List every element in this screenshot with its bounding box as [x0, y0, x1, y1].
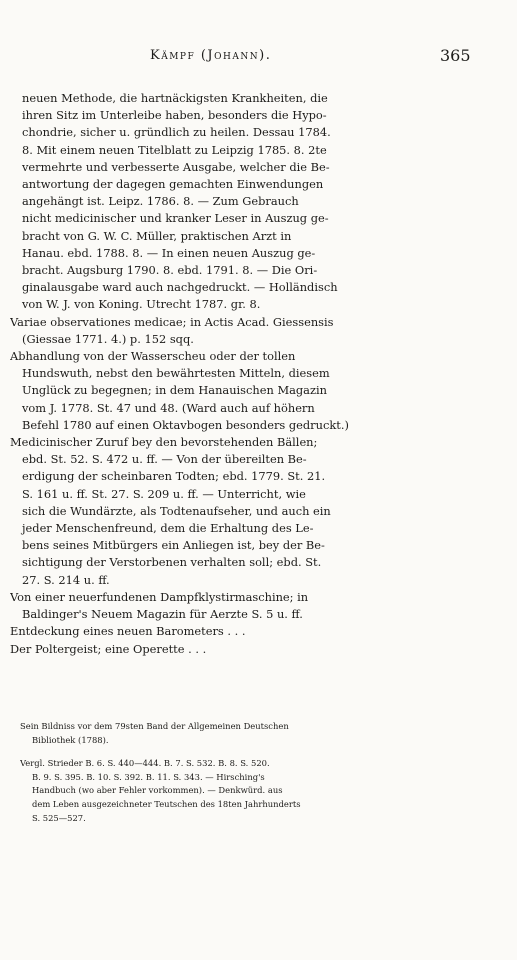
text-line: sich die Wundärzte, als Todtenaufseher, und auch ein	[22, 503, 331, 518]
text-line: Medicinischer Zuruf bey den bevorstehenden Bällen;	[10, 435, 318, 450]
note-line: B. 9. S. 395. B. 10. S. 392. B. 11. S. 343. — Hirsching's	[32, 771, 265, 782]
text-line: Entdeckung eines neuen Barometers . . .	[10, 624, 246, 639]
footnotes	[20, 720, 450, 835]
page-number: 365	[440, 46, 471, 65]
note-line: Bibliothek (1788).	[32, 734, 109, 745]
page-header	[0, 48, 517, 68]
text-line: (Giessae 1771. 4.) p. 152 sqq.	[22, 331, 194, 346]
text-line: 27. S. 214 u. ff.	[22, 572, 110, 587]
text-line: Abhandlung von der Wasserscheu oder der tollen	[10, 349, 296, 364]
note-line: Handbuch (wo aber Fehler vorkommen). — Denkwürd. aus	[32, 785, 283, 796]
text-line: ebd. St. 52. S. 472 u. ff. — Von der übereilten Be-	[22, 452, 307, 467]
note-line: dem Leben ausgezeichneter Teutschen des 18ten Jahrhunderts	[32, 798, 301, 809]
text-line: erdigung der scheinbaren Todten; ebd. 1779. St. 21.	[22, 469, 326, 484]
text-line: Befehl 1780 auf einen Oktavbogen besonders gedruckt.)	[22, 417, 349, 432]
text-line: Hundswuth, nebst den bewährtesten Mitteln, diesem	[22, 366, 330, 381]
note-line: S. 525—527.	[32, 812, 86, 823]
text-line: jeder Menschenfreund, dem die Erhaltung des Le-	[22, 521, 314, 536]
text-line: 8. Mit einem neuen Titelblatt zu Leipzig 1785. 8. 2te	[22, 142, 327, 157]
text-line: von W. J. von Koning. Utrecht 1787. gr. 8.	[22, 297, 261, 312]
note-block	[20, 720, 450, 747]
text-line: Unglück zu begegnen; in dem Hanauischen Magazin	[22, 383, 327, 398]
note-line: Vergl. Strieder B. 6. S. 440—444. B. 7. S. 532. B. 8. S. 520.	[20, 758, 270, 769]
text-line: angehängt ist. Leipz. 1786. 8. — Zum Gebrauch	[22, 194, 299, 209]
text-line: vermehrte und verbesserte Ausgabe, welcher die Be-	[22, 159, 330, 174]
text-line: chondrie, sicher u. gründlich zu heilen. Dessau 1784.	[22, 125, 331, 140]
text-line: Hanau. ebd. 1788. 8. — In einen neuen Auszug ge-	[22, 245, 316, 260]
note-line: Sein Bildniss vor dem 79sten Band der Allgemeinen Deutschen	[20, 721, 289, 731]
text-line: bracht. Augsburg 1790. 8. ebd. 1791. 8. — Die Ori-	[22, 263, 318, 278]
text-line: antwortung der dagegen gemachten Einwendungen	[22, 177, 324, 192]
note-block	[20, 757, 450, 825]
text-line: ihren Sitz im Unterleibe haben, besonders die Hypo-	[22, 108, 327, 123]
text-line: Baldinger's Neuem Magazin für Aerzte S. 5 u. ff.	[22, 607, 303, 622]
text-line: S. 161 u. ff. St. 27. S. 209 u. ff. — Unterricht, wie	[22, 486, 306, 501]
text-line: Der Poltergeist; eine Operette . . .	[10, 641, 207, 656]
text-line: Variae observationes medicae; in Actis Acad. Giessensis	[10, 314, 334, 329]
running-head: Kämpf (Johann).	[150, 48, 272, 63]
text-line: bens seines Mitbürgers ein Anliegen ist, bey der Be-	[22, 538, 325, 553]
text-line: neuen Methode, die hartnäckigsten Krankheiten, die	[22, 91, 328, 105]
text-line: bracht von G. W. C. Müller, praktischen Arzt in	[22, 228, 292, 243]
bibliography-body	[10, 90, 442, 658]
text-line: nicht medicinischer und kranker Leser in Auszug ge-	[22, 211, 329, 226]
text-line: ginalausgabe ward auch nachgedruckt. — Holländisch	[22, 280, 338, 295]
text-line: vom J. 1778. St. 47 und 48. (Ward auch auf höhern	[22, 400, 315, 415]
text-line: Von einer neuerfundenen Dampfklystirmaschine; in	[10, 589, 309, 604]
text-line: sichtigung der Verstorbenen verhalten soll; ebd. St.	[22, 555, 322, 570]
